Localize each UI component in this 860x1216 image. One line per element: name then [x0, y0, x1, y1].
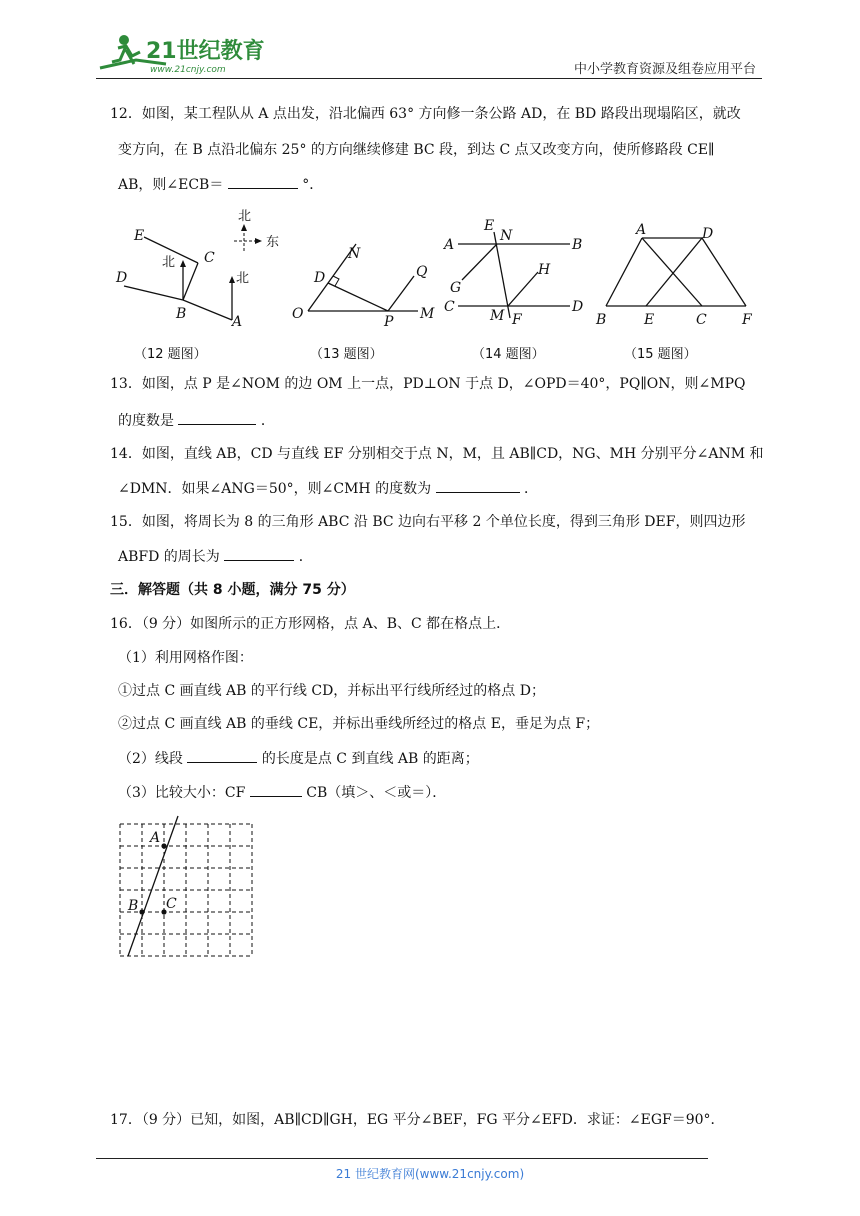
q13-answer-blank[interactable] [178, 410, 256, 425]
fig14-label-N: N [500, 228, 513, 244]
fig16-label-B: B [128, 898, 139, 914]
figure-13 [288, 236, 438, 331]
fig12-north-B: 北 [162, 255, 176, 270]
q14-line2 [118, 478, 538, 499]
fig15-caption: （15 题图） [624, 347, 697, 362]
fig14-label-A: A [444, 237, 455, 253]
q16-line4: ②过点 C 画直线 AB 的垂线 CE，并标出垂线所经过的格点 E，垂足为点 F； [118, 716, 600, 732]
q16-line6-pre: （3）比较大小：CF [118, 785, 246, 801]
fig13-label-D: D [314, 270, 326, 286]
header-divider [96, 78, 762, 79]
q12-answer-blank[interactable] [228, 174, 298, 189]
q14-line1: 14．如图，直线 AB，CD 与直线 EF 分别相交于点 N，M，且 AB∥CD，NG、MH 分别平分∠ANM 和 [110, 446, 764, 462]
q15-line2-pre: ABFD 的周长为 [118, 549, 220, 565]
footer-link[interactable]: 21 世纪教育网(www.21cnjy.com) [335, 1167, 525, 1181]
figure-16-grid [110, 812, 260, 962]
q16-line5-pre: （2）线段 [118, 751, 183, 767]
fig15-label-E: E [644, 312, 655, 328]
fig14-label-M: M [490, 308, 505, 324]
q14-line2-pre: ∠DMN．如果∠ANG＝50°，则∠CMH 的度数为 [118, 481, 432, 497]
section-3-heading: 三．解答题（共 8 小题，满分 75 分） [110, 582, 355, 598]
q12-line2: 变方向，在 B 点沿北偏东 25° 的方向继续修建 BC 段，到达 C 点又改变方向，使所修路段 CE∥ [118, 142, 715, 158]
fig13-label-M: M [420, 306, 435, 322]
fig12-label-D: D [116, 270, 128, 286]
fig12-compass-east: 东 [266, 235, 280, 250]
fig15-label-F: F [742, 312, 752, 328]
figure-14 [438, 214, 593, 329]
fig13-label-P: P [384, 314, 394, 330]
q15-line1: 15．如图，将周长为 8 的三角形 ABC 沿 BC 边向右平移 2 个单位长度，得到三角形 DEF，则四边形 [110, 514, 746, 530]
logo-text: 21世纪教育 [146, 39, 265, 64]
fig14-label-F: F [512, 312, 522, 328]
header-platform-name: 中小学教育资源及组卷应用平台 [573, 62, 756, 77]
fig12-north-A: 北 [236, 271, 250, 286]
fig15-label-D: D [702, 226, 714, 242]
fig15-label-B: B [596, 312, 607, 328]
q15-line2 [118, 546, 313, 567]
q13-line2-post: ． [260, 413, 275, 429]
fig12-label-B: B [176, 306, 187, 322]
q12-line3-pre: AB，则∠ECB＝ [118, 177, 224, 193]
fig13-label-O: O [292, 306, 304, 322]
q16-compare-blank[interactable] [250, 782, 302, 797]
q16-line2: （1）利用网格作图： [118, 650, 253, 666]
logo-url: www.21cnjy.com [150, 65, 226, 75]
fig12-label-A: A [232, 314, 243, 330]
site-logo [96, 30, 266, 78]
fig12-caption: （12 题图） [134, 347, 207, 362]
q13-line2-pre: 的度数是 [118, 413, 174, 429]
fig14-label-B: B [572, 237, 583, 253]
q15-answer-blank[interactable] [224, 546, 294, 561]
fig12-label-E: E [134, 228, 145, 244]
q16-line3: ①过点 C 画直线 AB 的平行线 CD，并标出平行线所经过的格点 D； [118, 683, 545, 699]
fig14-label-D: D [572, 299, 584, 315]
q16-line6-post: CB（填＞、＜或＝）． [306, 785, 447, 801]
q14-line2-post: ． [523, 481, 538, 497]
fig13-caption: （13 题图） [310, 347, 383, 362]
q13-line1: 13．如图，点 P 是∠NOM 的边 OM 上一点，PD⊥ON 于点 D，∠OPD＝40°，PQ∥ON，则∠MPQ [110, 376, 746, 392]
fig13-label-Q: Q [416, 264, 428, 280]
q14-answer-blank[interactable] [436, 478, 520, 493]
footer-divider [96, 1158, 708, 1159]
q16-line5-post: 的长度是点 C 到直线 AB 的距离； [261, 751, 479, 767]
figure-12 [110, 200, 290, 335]
fig15-label-A: A [636, 222, 647, 238]
q15-line2-post: ． [298, 549, 313, 565]
q13-line2 [118, 410, 275, 431]
fig14-label-E: E [484, 218, 495, 234]
fig14-label-G: G [450, 280, 462, 296]
fig14-caption: （14 题图） [472, 347, 545, 362]
fig14-label-C: C [444, 299, 455, 315]
q16-line1: 16．（9 分）如图所示的正方形网格，点 A、B、C 都在格点上． [110, 616, 511, 632]
q12-line3 [118, 174, 323, 195]
q16-segment-blank[interactable] [187, 748, 257, 763]
q16-line5 [118, 748, 479, 769]
fig12-compass-north: 北 [238, 209, 252, 224]
fig14-label-H: H [538, 262, 551, 278]
q17-line1: 17．（9 分）已知，如图，AB∥CD∥GH，EG 平分∠BEF，FG 平分∠EFD．求证：∠EGF＝90°． [110, 1112, 725, 1128]
figure-15 [592, 222, 762, 332]
q12-line3-post: °． [302, 177, 324, 193]
fig16-label-A: A [150, 830, 161, 846]
fig16-label-C: C [166, 896, 177, 912]
q12-line1: 12．如图，某工程队从 A 点出发，沿北偏西 63° 方向修一条公路 AD，在 BD 路段出现塌陷区，就改 [110, 106, 741, 122]
fig12-label-C: C [204, 250, 215, 266]
fig13-label-N: N [348, 246, 361, 262]
fig15-label-C: C [696, 312, 707, 328]
q16-line6 [118, 782, 446, 803]
